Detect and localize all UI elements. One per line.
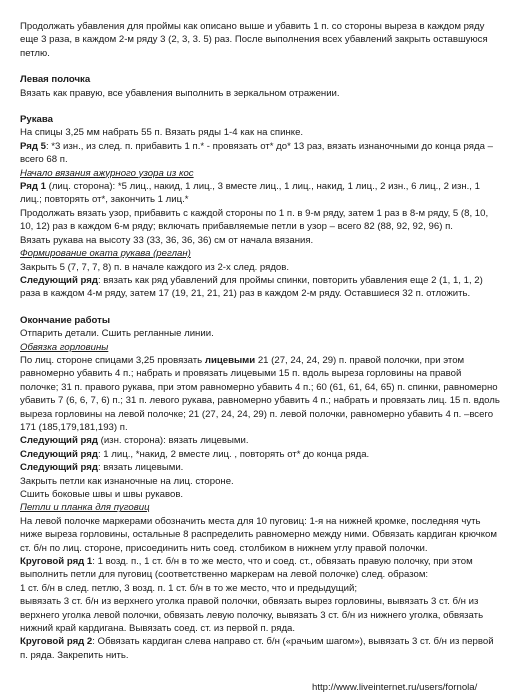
row-label: Следующий ряд [20, 274, 98, 286]
round-row-2 [20, 635, 502, 662]
buttonband-markers: На левой полочке маркерами обозначить места для 10 пуговиц: 1-я на нижней кромке, последняя чуть ниже выреза горловины, остальные 8 распределить равномерно между ними. Обвязать кардиган крючком ст. б/н по лиц. стороне, присоединить нить соед. столбиком в нижнем углу правой полочки. [20, 515, 497, 554]
sleeves-increases: Продолжать вязать узор, прибавить с каждой стороны по 1 п. в 9-м ряду, затем 1 раз в 8-м ряду, 5 (8, 10, 10, 12) раз в каждом 6-м ряду; включать прибавляемые петли в узор – всего 82 (88, 92, 92, 96) п. [20, 207, 489, 233]
row-text: : Обвязать кардиган слева направо ст. б/н («рачьим шагом»), вывязать 3 ст. б/н из первой п. ряда. Закрепить нить. [20, 636, 494, 661]
row-text: : 1 лиц., *накид, 2 вместе лиц. , повторять от* до конца ряда. [97, 448, 370, 460]
row-label: Ряд 5 [20, 140, 46, 152]
row-label: Следующий ряд [20, 448, 98, 460]
row-label: Круговой ряд 1 [20, 556, 93, 568]
neckband-row-2 [20, 448, 502, 461]
row-label: Ряд 1 [20, 181, 46, 193]
side-seams: Сшить боковые швы и швы рукавов. [20, 489, 184, 500]
neck-text-a: По лиц. стороне спицами 3,25 провязать [20, 354, 205, 366]
lace-cable-subheading: Начало вязания ажурного узора из кос [20, 167, 194, 179]
intro-paragraph: Продолжать убавления для проймы как описано выше и убавить 1 п. со стороны выреза в каждом ряду еще 3 раза, в каждом 2-м ряду 3 (2, 3, 3. 5) раз. После выполнения всех убавлений закрыть оставшуюся петлю. [20, 21, 488, 59]
raglan-subheading: Формирование оката рукава (реглан) [20, 248, 191, 260]
row-text: : вязать как ряд убавлений для проймы спинки, повторить убавления еще 2 (1, 1, 1, 2) раза в каждом 4-м ряду, затем 17 (19, 21, 21, 21) раз в каждом 2-м ряду. Оставшиеся 32 п. отложить. [20, 274, 483, 300]
raglan-bind-off: Закрыть 5 (7, 7, 7, 8) п. в начале каждого из 2-х след. рядов. [20, 261, 290, 273]
neck-bold-word: лицевыми [204, 354, 256, 366]
neckband-pickup [20, 354, 502, 434]
row-text: (лиц. сторона): *5 лиц., накид, 1 лиц., 3 вместе лиц., 1 лиц., накид, 1 лиц., 2 изн., 6 лиц., 2 изн., 1 лиц.; повторять от*, закончить 1 лиц.* [20, 181, 480, 206]
row-label: Следующий ряд [20, 462, 98, 474]
sleeves-cast-on: На спицы 3,25 мм набрать 55 п. Вязать ряды 1-4 как на спинке. [20, 127, 304, 139]
buttonhole-instruction: 1 ст. б/н в след. петлю, 3 возд. п. 1 ст. б/н в то же место, что и предыдущий; [20, 582, 358, 594]
edging-instruction: вывязать 3 ст. б/н из верхнего уголка правой полочки, обвязать вырез горловины, вывязать 3 ст. б/н из верхнего уголка левой полочки, обвязать левую полочку, вывязать 3 ст. б/н из нижнего уголка, обвязать нижний край кардигана. Вывязать соед. ст. из первой п. ряда. [20, 596, 484, 635]
left-front-heading: Левая полочка [20, 74, 91, 86]
source-url-watermark: http://www.liveinternet.ru/users/fornola/ [312, 682, 478, 693]
sleeves-heading: Рукава [20, 114, 53, 126]
round-row-1 [20, 555, 502, 582]
row-label: Следующий ряд [20, 435, 98, 447]
row-label: Круговой ряд 2 [20, 636, 93, 648]
finishing-heading: Окончание работы [20, 314, 111, 326]
row-text: : вязать лицевыми. [97, 462, 184, 474]
row-text: : *3 изн., из след. п. прибавить 1 п.* - провязать от* до* 13 раз, вязать изнаночными до конца ряда – всего 68 п. [20, 140, 493, 166]
left-front-text: Вязать как правую, все убавления выполнить в зеркальном отражении. [20, 87, 340, 99]
neckband-row-1 [20, 434, 502, 447]
sleeves-row-5 [20, 140, 502, 167]
neckband-row-3 [20, 461, 502, 474]
raglan-next-row [20, 274, 502, 301]
finishing-steam: Отпарить детали. Сшить регланные линии. [20, 328, 214, 340]
neck-text-c: 21 (27, 24, 24, 29) п. правой полочки, при этом равномерно убавить 4 п.; набрать и провязать лицевыми 15 п. вдоль выреза горловины на правой полочке; 31 п. правого рукава, при этом равномерно убавить 4 п.; 60 (61, 61, 64, 65) п. спинки, равномерно убавить 7 (6, 6, 7, 6) п.; 31 п. левого рукава, равномерно убавить 4 п.; набрать и провязать лиц. 15 п. вдоль выреза горловины на левой полочке; 21 (27, 24, 24, 29) п. левой полочки, равномерно убавить 4 п. –всего 171 (185,179,181,193) п. [20, 354, 500, 433]
row-text: : 1 возд. п., 1 ст. б/н в то же место, что и соед. ст., обвязать правую полочку, при этом выполнить петли для пуговиц (соответственно маркерам на левой полочке) след. образом: [20, 556, 473, 581]
buttonband-subheading: Петли и планка для пуговиц [20, 502, 150, 514]
sleeves-length: Вязать рукава на высоту 33 (33, 36, 36, 36) см от начала вязания. [20, 234, 314, 246]
sleeves-row-1 [20, 180, 502, 207]
neckband-bind-off: Закрыть петли как изнаночные на лиц. стороне. [20, 475, 234, 487]
row-text: (изн. сторона): вязать лицевыми. [97, 435, 249, 447]
neckband-subheading: Обвязка горловины [20, 341, 109, 353]
